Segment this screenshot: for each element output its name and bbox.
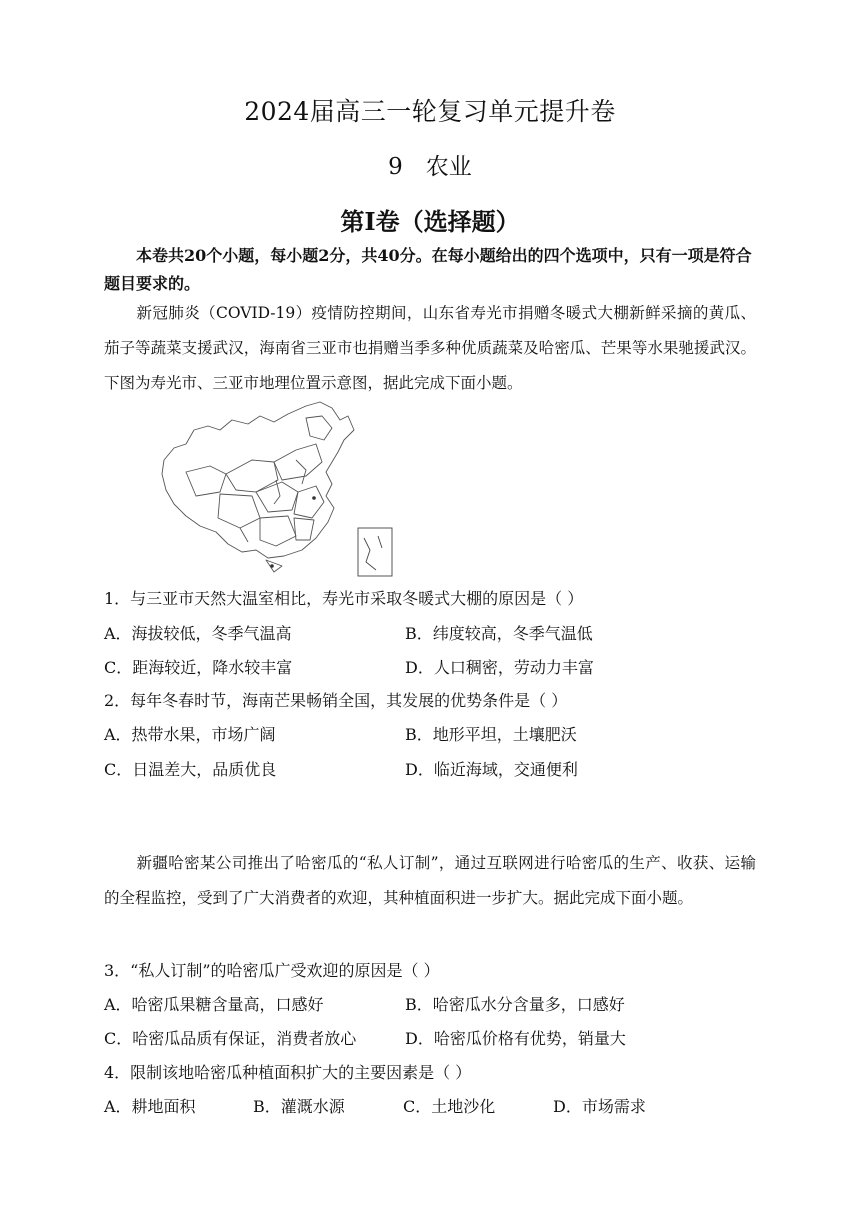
question-1-option-d[interactable]: D．人口稠密，劳动力丰富 [405, 658, 594, 677]
question-4-option-a[interactable]: A．耕地面积 [104, 1097, 196, 1116]
question-3-option-b[interactable]: B．哈密瓜水分含量多，口感好 [405, 995, 625, 1014]
question-4-option-b[interactable]: B．灌溉水源 [253, 1097, 345, 1116]
section-title: 第Ⅰ卷（选择题） [340, 207, 520, 236]
question-4: 4．限制该地哈密瓜种植面积扩大的主要因素是（ ） [104, 1063, 472, 1082]
question-3-option-d[interactable]: D．哈密瓜价格有优势，销量大 [405, 1029, 626, 1048]
question-3: 3．“私人订制”的哈密瓜广受欢迎的原因是（ ） [104, 961, 440, 980]
instructions: 本卷共20个小题，每小题2分，共40分。在每小题给出的四个选项中，只有一项是符合题目要求的。 [104, 246, 752, 293]
passage-1: 新冠肺炎（COVID-19）疫情防控期间，山东省寿光市捐赠冬暖式大棚新鲜采摘的黄瓜、茄子等蔬菜支援武汉，海南省三亚市也捐赠当季多种优质蔬菜及哈密瓜、芒果等水果驰援武汉。下图为寿光市、三亚市地理位置示意图，据此完成下面小题。 [104, 304, 756, 392]
question-3-option-a[interactable]: A．哈密瓜果糖含量高，口感好 [104, 995, 324, 1014]
question-2-option-d[interactable]: D．临近海域，交通便利 [405, 760, 578, 779]
question-1-option-a[interactable]: A．海拔较低，冬季气温高 [104, 624, 292, 643]
question-4-option-d[interactable]: D．市场需求 [553, 1097, 646, 1116]
question-1-option-b[interactable]: B．纬度较高，冬季气温低 [405, 624, 593, 643]
china-map-icon [156, 400, 396, 578]
question-2: 2．每年冬春时节，海南芒果畅销全国，其发展的优势条件是（ ） [104, 691, 568, 710]
question-4-option-c[interactable]: C．土地沙化 [403, 1097, 496, 1116]
question-2-option-a[interactable]: A．热带水果，市场广阔 [104, 725, 276, 744]
exam-title: 2024届高三一轮复习单元提升卷 [244, 97, 616, 126]
question-1: 1．与三亚市天然大温室相比，寿光市采取冬暖式大棚的原因是（ ） [104, 589, 584, 608]
question-3-option-c[interactable]: C．哈密瓜品质有保证，消费者放心 [104, 1029, 357, 1048]
unit-subtitle: 9 农业 [388, 154, 472, 180]
question-2-option-c[interactable]: C．日温差大，品质优良 [104, 760, 277, 779]
question-2-option-b[interactable]: B．地形平坦，土壤肥沃 [405, 725, 577, 744]
question-1-option-c[interactable]: C．距海较近，降水较丰富 [104, 658, 293, 677]
passage-2: 新疆哈密某公司推出了哈密瓜的“私人订制”，通过互联网进行哈密瓜的生产、收获、运输的全程监控，受到了广大消费者的欢迎，其种植面积进一步扩大。据此完成下面小题。 [104, 854, 756, 907]
